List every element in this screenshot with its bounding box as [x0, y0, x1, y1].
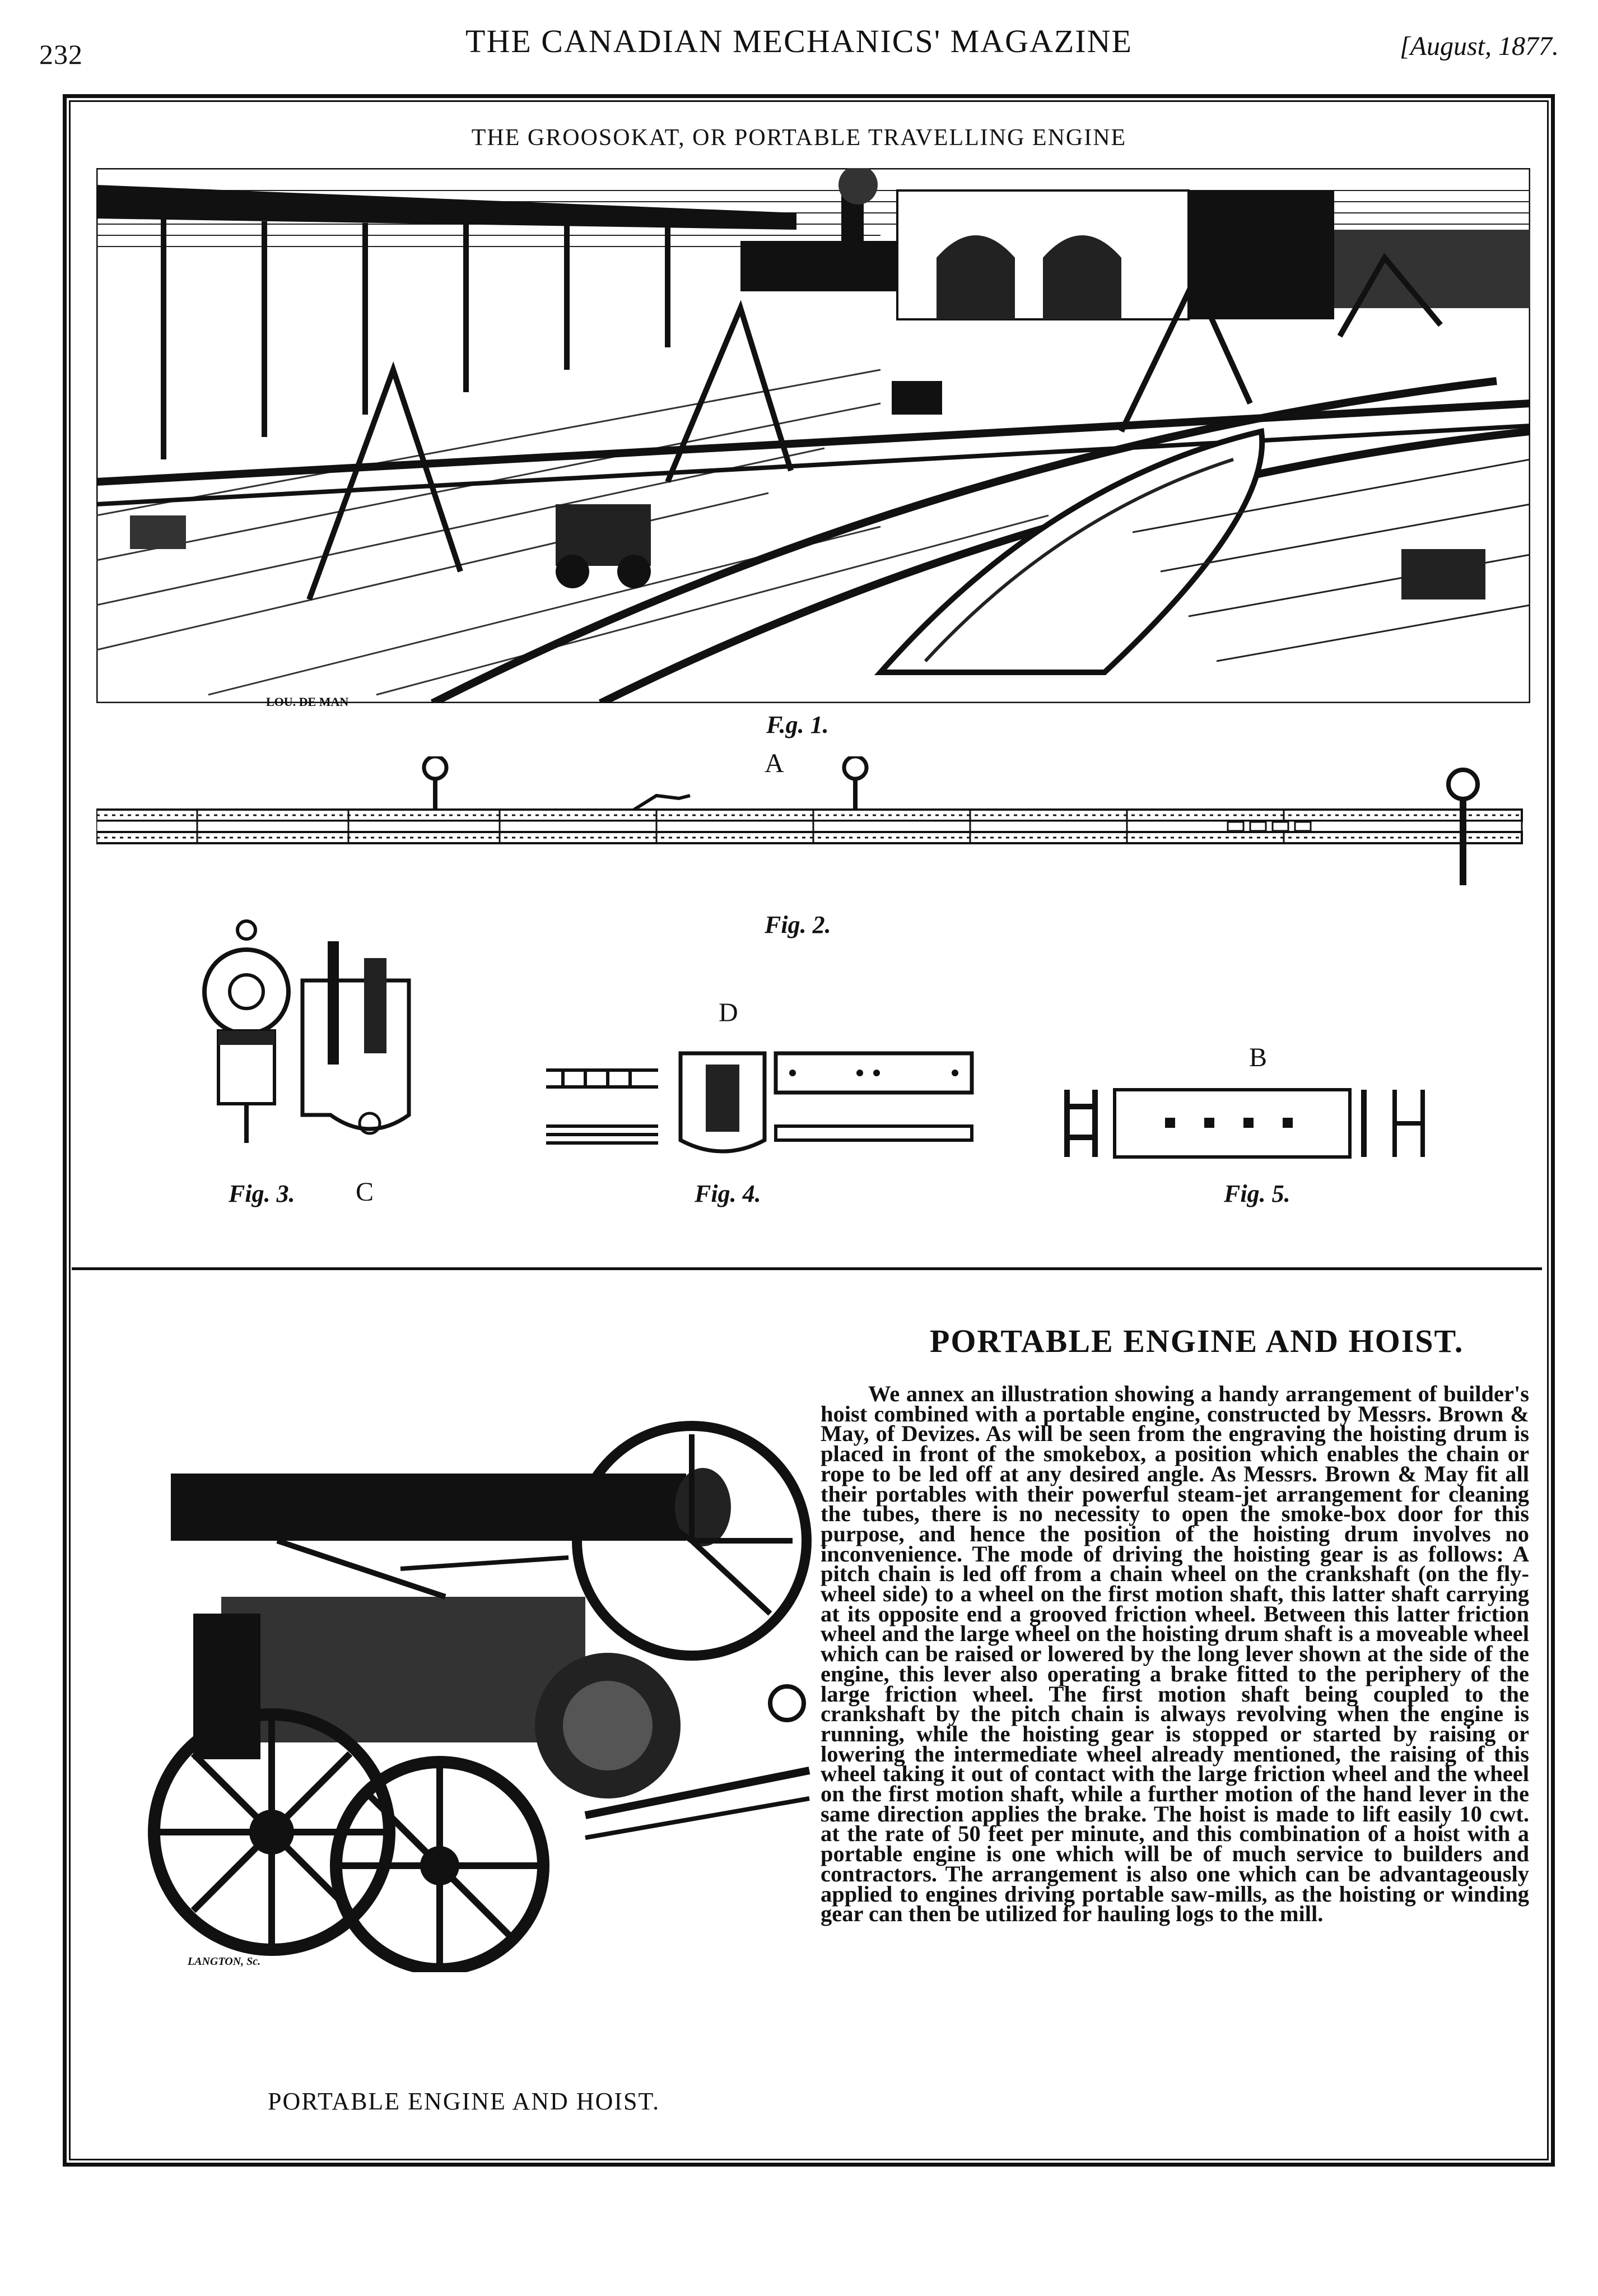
fig3-drawing [185, 919, 420, 1143]
fig2-girder-drawing [96, 756, 1530, 896]
fig2-label: Fig. 2. [765, 911, 831, 938]
page-number: 232 [39, 39, 83, 70]
issue-date: [August, 1877. [1399, 31, 1559, 61]
fig3-letter-c: C [356, 1177, 374, 1207]
plate-divider [72, 1267, 1542, 1270]
fig3-label: Fig. 3. [229, 1180, 295, 1207]
engine-engraver-signature: LANGTON, Sc. [188, 1955, 261, 1968]
fig5-drawing [1059, 1081, 1451, 1165]
fig5-label: Fig. 5. [1224, 1180, 1290, 1207]
magazine-title: THE CANADIAN MECHANICS' MAGAZINE [465, 23, 1133, 59]
engine-caption: PORTABLE ENGINE AND HOIST. [268, 2088, 660, 2115]
fig4-label: Fig. 4. [695, 1180, 761, 1207]
engine-engraving [109, 1412, 821, 1972]
article-paragraph: We annex an illustration showing a handy arrangement of builder's hoist combined with a portable engine, constructed by Messrs. Brown & May, of Devizes. As will be seen from the engraving the hoisting drum is placed in front of the smokebox, a position which enables the chain or rope to be led off at any desired angle. As Messrs. Brown & May fit all their portables with their powerful steam-jet arrangement for cleaning the tubes, there is no necessity to open the smoke-box door for this purpose, and hence the position of the hoisting drum involves no inconvenience. The mode of driving the hoisting gear is as follows: A pitch chain is led off from a chain wheel on the crankshaft (on the fly-wheel side) to a wheel on the first motion shaft, this latter shaft carrying at its opposite end a grooved friction wheel. Between this latter friction wheel and the large wheel on the hoisting drum shaft is a moveable wheel which can be raised or lowered by the long lever shown at the side of the engine, this lever also operating a brake fitted to the periphery of the large friction wheel. The first motion shaft being coupled to the crankshaft by the pitch chain is always revolving when the engine is running, while the hoisting gear is stopped or started by raising or lowering the intermediate wheel already mentioned, the raising of this wheel taking it out of contact with the large friction wheel and the wheel on the first motion shaft, while a further motion of the hand lever in the same direction applies the brake. The hoist is made to lift easily 10 cwt. at the rate of 50 feet per minute, and this combination of a hoist with a portable engine is one which will be of much service to builders and contractors. The arrangement is also one which can be advantageously applied to engines driving portable saw-mills, as the hoisting or winding gear can then be utilized for hauling logs to the mill. [821, 1381, 1529, 1927]
fig1-label: F.g. 1. [766, 711, 829, 738]
fig1-engraving [96, 168, 1530, 703]
article-body [821, 1381, 1529, 2112]
article-title: PORTABLE ENGINE AND HOIST. [930, 1323, 1464, 1359]
fig2-letter-a: A [765, 749, 784, 778]
fig1-engraver-signature: LOU. DE MAN [266, 695, 349, 709]
fig4-drawing [541, 1042, 977, 1165]
plate-title: THE GROOSOKAT, OR PORTABLE TRAVELLING ENGINE [471, 125, 1127, 151]
fig5-letter-b: B [1249, 1043, 1268, 1072]
fig4-letter-d: D [719, 998, 738, 1028]
